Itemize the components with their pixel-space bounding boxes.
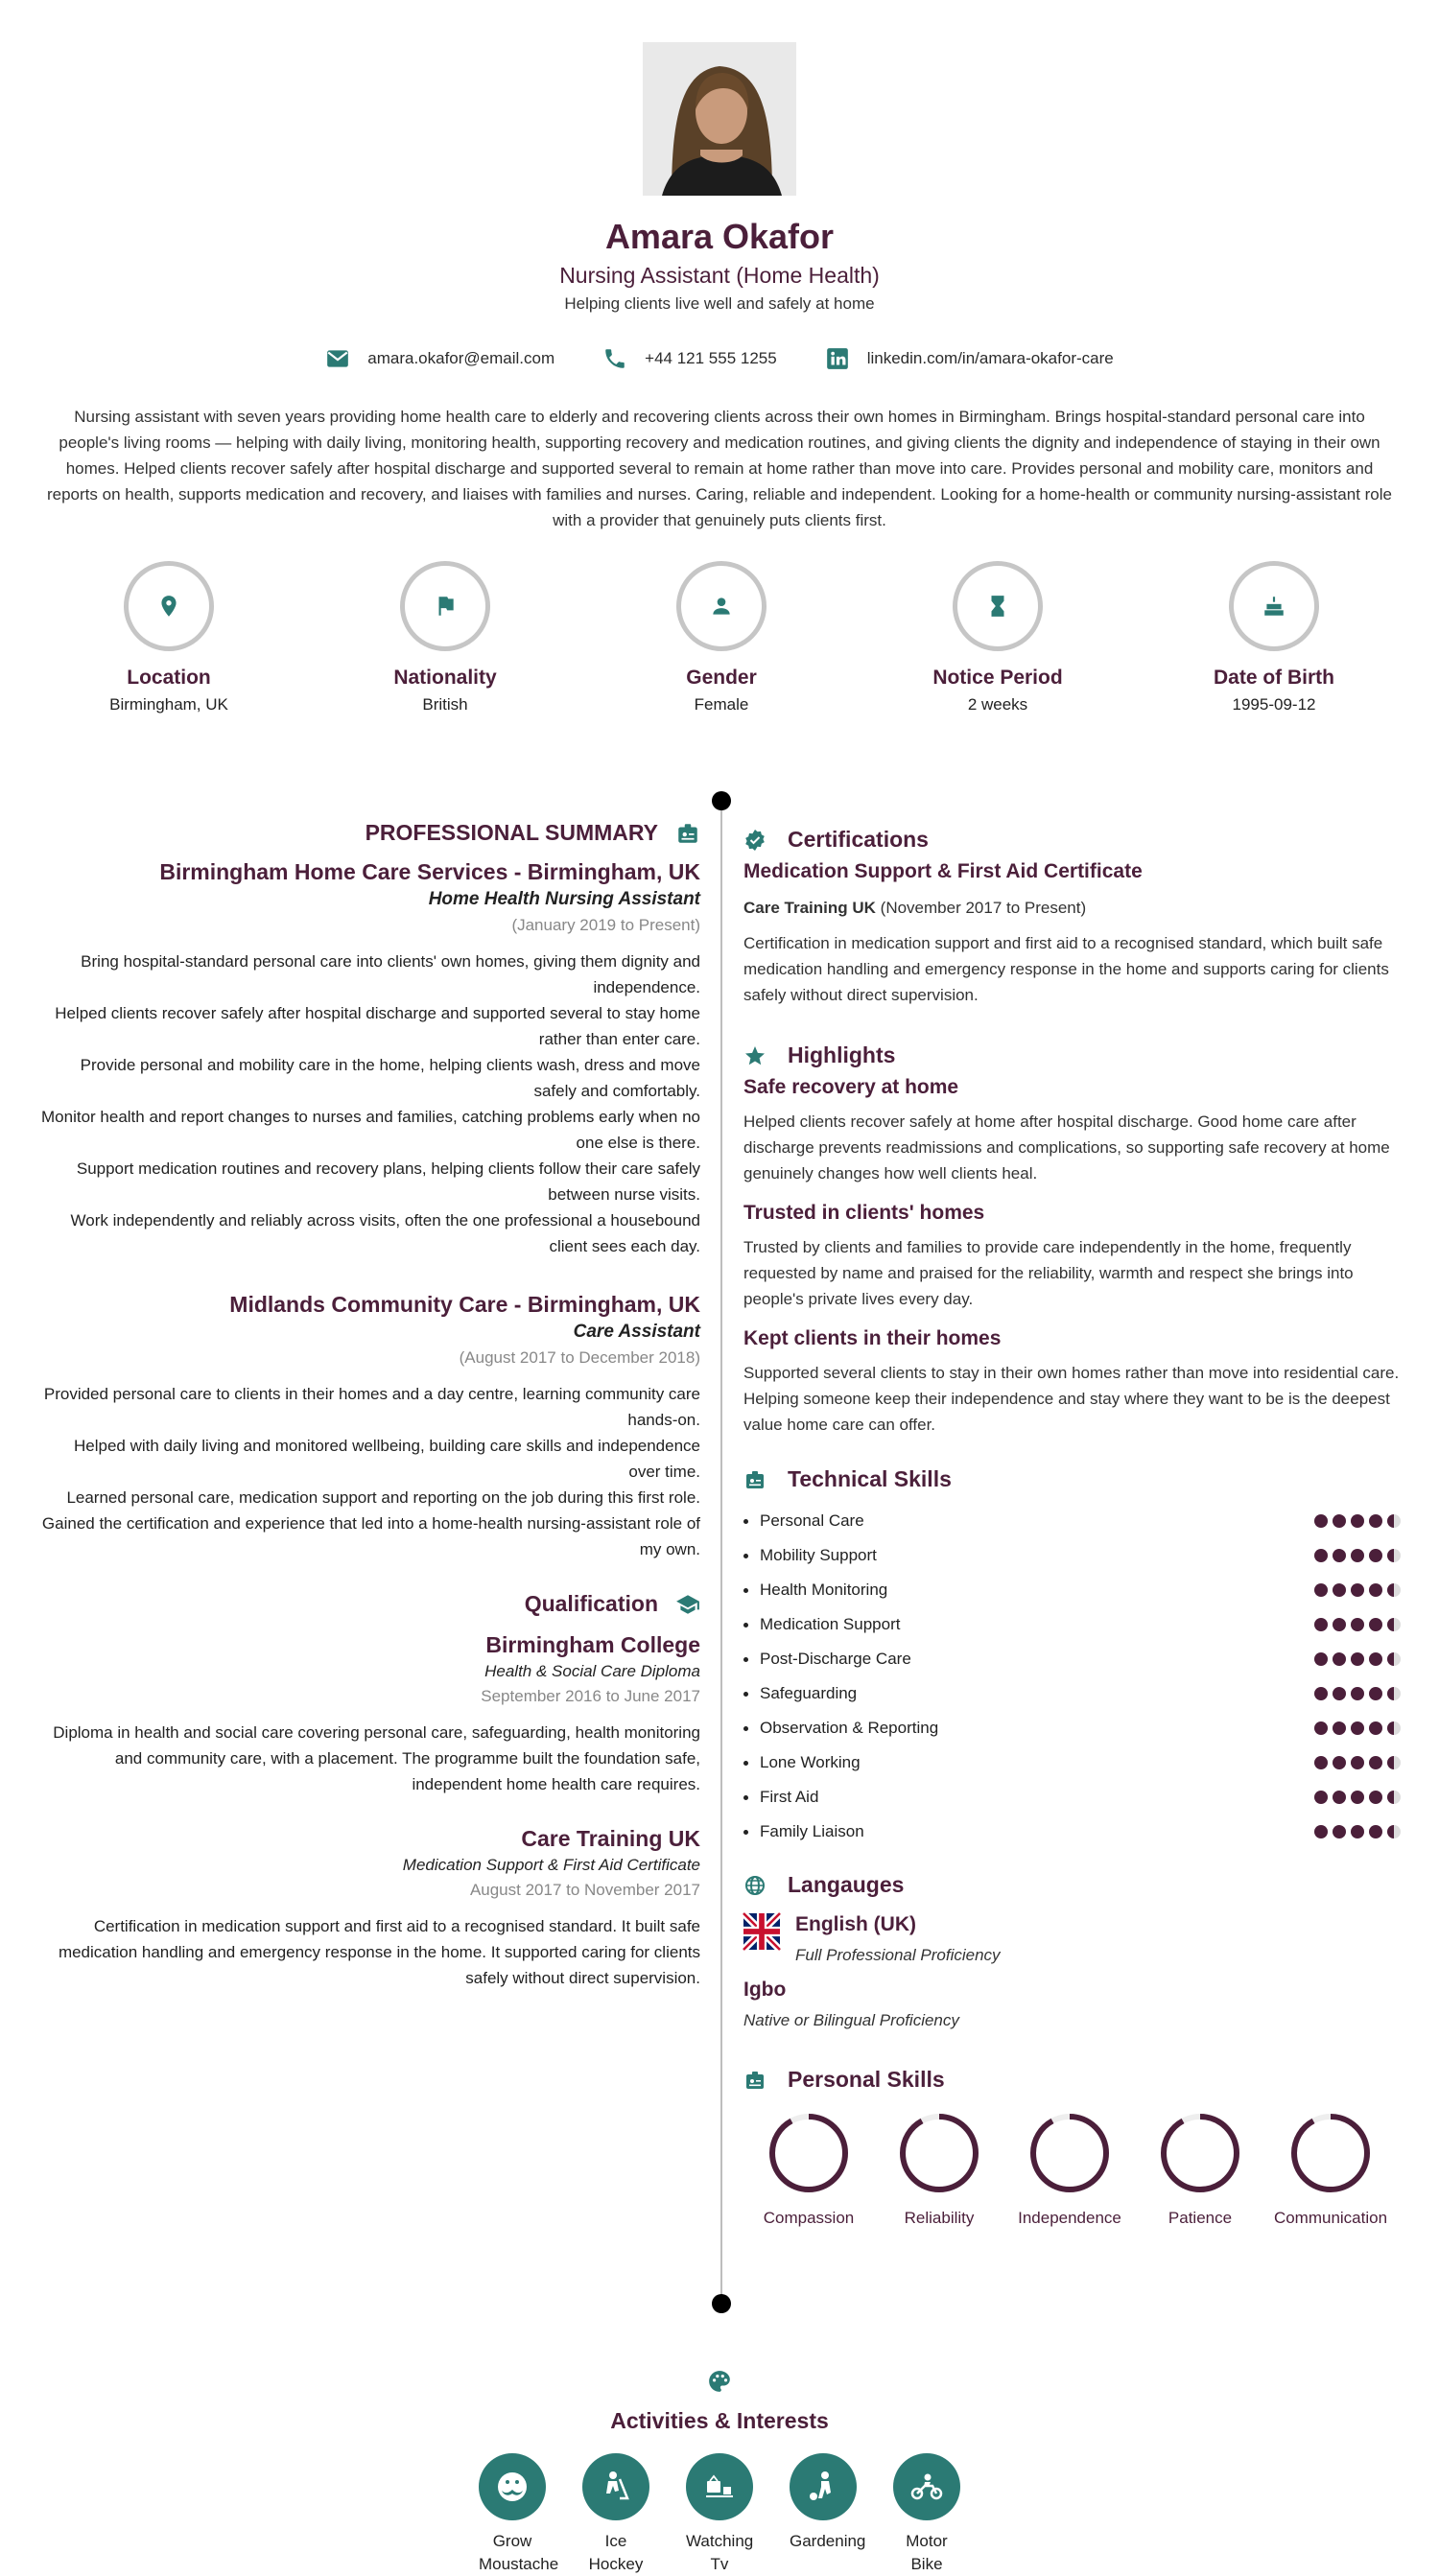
graduation-cap-icon [675, 1592, 700, 1617]
skill-rating [1314, 1618, 1401, 1631]
rating-dot [1387, 1791, 1401, 1804]
highlight-item [743, 1076, 1401, 1186]
qualification-item [38, 1632, 700, 1797]
technical-skills-list [743, 1504, 1401, 1849]
rating-dot [1314, 1721, 1328, 1735]
rating-dot [1369, 1687, 1382, 1700]
languages-heading [743, 1872, 1401, 1898]
technical-skill-name: First Aid [760, 1788, 819, 1806]
rating-dot [1387, 1687, 1401, 1700]
personal-skill-name: Reliability [904, 2209, 975, 2227]
rating-dot [1314, 1618, 1328, 1631]
rating-dot [1314, 1756, 1328, 1769]
job-bullets [38, 1381, 700, 1562]
rating-dot [1369, 1583, 1382, 1597]
activity-item [893, 2453, 960, 2576]
rating-dot [1369, 1549, 1382, 1562]
rating-dot [1369, 1514, 1382, 1528]
location-pin-icon [156, 594, 181, 619]
rating-dot [1314, 1652, 1328, 1666]
rating-dot [1351, 1756, 1364, 1769]
qualification-degree: Medication Support & First Aid Certificate [402, 1856, 700, 1874]
qualification-date: September 2016 to June 2017 [481, 1687, 700, 1705]
fact-value: Birmingham, UK [109, 695, 228, 714]
id-badge-icon [675, 821, 700, 846]
rating-dot [1333, 1721, 1346, 1735]
skill-ring [896, 2110, 982, 2196]
rating-dot [1369, 1791, 1382, 1804]
hourglass-icon [985, 594, 1010, 619]
fact-value: British [422, 695, 468, 714]
candidate-tagline: Helping clients live well and safely at home [564, 294, 875, 313]
rating-dot [1369, 1618, 1382, 1631]
fact-value: 2 weeks [967, 695, 1028, 714]
technical-skill-name: Observation & Reporting [760, 1719, 939, 1737]
skill-rating [1314, 1583, 1401, 1597]
rating-dot [1333, 1549, 1346, 1562]
language-name: Igbo [743, 1979, 787, 2001]
qualification-heading-text: Qualification [524, 1591, 658, 1616]
personal-skill-name: Independence [1018, 2209, 1121, 2227]
timeline-dot-bottom [712, 2294, 731, 2313]
activity-item [582, 2453, 649, 2576]
qualification-degree: Health & Social Care Diploma [484, 1662, 700, 1680]
job-bullet: Support medication routines and recovery plans, helping clients follow their care safely between nurse visits. [76, 1159, 700, 1204]
flag-icon [433, 594, 458, 619]
skill-rating [1314, 1514, 1401, 1528]
rating-dot [1351, 1549, 1364, 1562]
rating-dot [1314, 1583, 1328, 1597]
skill-ring [766, 2110, 852, 2196]
certification-date: (November 2017 to Present) [880, 899, 1087, 917]
timeline-divider [720, 801, 722, 2307]
technical-skill-name: Personal Care [760, 1511, 864, 1530]
rating-dot [1351, 1825, 1364, 1838]
certification-text: Certification in medication support and first aid to a recognised standard, which built safe medication handling and emergency response in the home and supports caring for clients safely without direct supervision. [743, 934, 1389, 1004]
email-icon [325, 346, 350, 371]
technical-skill-name: Mobility Support [760, 1546, 877, 1564]
rating-dot [1314, 1791, 1328, 1804]
technical-skill-name: Safeguarding [760, 1684, 858, 1702]
fact-label: Gender [686, 667, 757, 689]
personal-skills-heading [743, 2067, 1401, 2093]
activity-item [686, 2453, 753, 2576]
highlight-text: Supported several clients to stay in their own homes rather than move into residential care. Helping someone keep their independence and stay where they want to be is the deepest value home care can offer. [743, 1364, 1400, 1434]
highlight-title: Safe recovery at home [743, 1076, 959, 1098]
profile-photo [643, 42, 796, 196]
technical-skill-row [743, 1642, 1401, 1676]
rating-dot [1387, 1825, 1401, 1838]
contact-phone[interactable] [602, 346, 777, 371]
rating-dot [1333, 1756, 1346, 1769]
technical-skill-name: Health Monitoring [760, 1581, 888, 1599]
technical-skill-row [743, 1780, 1401, 1815]
activity-label: Gardening [790, 2532, 866, 2550]
fact-label: Date of Birth [1214, 667, 1334, 689]
activity-label: Motor Bike [906, 2532, 948, 2573]
left-column [38, 820, 700, 1991]
skill-ring-fill [1294, 2117, 1367, 2190]
rating-dot [1369, 1756, 1382, 1769]
languages-heading-text: Langauges [788, 1872, 905, 1897]
fact-notice-period [911, 561, 1084, 714]
personal-skill-item [1265, 2110, 1396, 2228]
technical-skill-row [743, 1745, 1401, 1780]
skill-ring [1287, 2110, 1374, 2196]
technical-skill-row [743, 1538, 1401, 1573]
contact-list [0, 346, 1439, 371]
verified-badge-icon [743, 829, 767, 852]
phone-text: +44 121 555 1255 [645, 349, 777, 367]
rating-dot [1351, 1618, 1364, 1631]
bullet-icon [743, 1519, 748, 1524]
rating-dot [1314, 1549, 1328, 1562]
experience-heading-text: PROFESSIONAL SUMMARY [365, 820, 658, 845]
globe-icon [743, 1874, 767, 1897]
cake-icon [1262, 594, 1286, 619]
job-bullet: Monitor health and report changes to nurses and families, catching problems early when no one else is there. [41, 1108, 700, 1152]
rating-dot [1387, 1514, 1401, 1528]
bullet-icon [743, 1726, 748, 1731]
palette-icon [707, 2369, 732, 2394]
skill-ring-fill [1033, 2117, 1106, 2190]
language-name: English (UK) [795, 1913, 916, 1935]
rating-dot [1387, 1756, 1401, 1769]
gardening-icon [804, 2468, 842, 2506]
rating-dot [1387, 1652, 1401, 1666]
job-date: (January 2019 to Present) [511, 916, 700, 934]
certifications-heading [743, 827, 1401, 853]
skill-rating [1314, 1687, 1401, 1700]
hockey-icon [597, 2468, 635, 2506]
qualification-school: Care Training UK [521, 1826, 700, 1851]
language-level: Native or Bilingual Proficiency [743, 2011, 959, 2029]
personal-skill-name: Communication [1273, 2209, 1388, 2227]
personal-skill-item [743, 2110, 874, 2228]
rating-dot [1351, 1721, 1364, 1735]
skill-rating [1314, 1825, 1401, 1838]
qualification-heading [38, 1591, 700, 1617]
person-icon [709, 594, 734, 619]
technical-skill-name: Post-Discharge Care [760, 1650, 911, 1668]
technical-skill-row [743, 1815, 1401, 1849]
linkedin-text: linkedin.com/in/amara-okafor-care [866, 349, 1114, 367]
rating-dot [1333, 1514, 1346, 1528]
skill-ring-fill [903, 2117, 976, 2190]
experience-item [38, 859, 700, 1259]
fact-location [83, 561, 255, 714]
right-column [743, 827, 1401, 2228]
rating-dot [1351, 1791, 1364, 1804]
rating-dot [1351, 1652, 1364, 1666]
job-title: Home Health Nursing Assistant [428, 889, 700, 909]
activity-item [479, 2453, 559, 2576]
rating-dot [1333, 1791, 1346, 1804]
language-level: Full Professional Proficiency [795, 1946, 1001, 1964]
phone-icon [602, 346, 627, 371]
rating-dot [1369, 1825, 1382, 1838]
certification-issuer: Care Training UK [743, 899, 876, 917]
highlights-heading [743, 1042, 1401, 1068]
qualification-school: Birmingham College [485, 1632, 700, 1657]
job-bullet: Provided personal care to clients in their homes and a day centre, learning community care hands-on. [43, 1385, 700, 1429]
skill-ring-fill [1164, 2117, 1237, 2190]
language-item [743, 1979, 1401, 2030]
skill-rating [1314, 1721, 1401, 1735]
fact-gender [635, 561, 808, 714]
qualification-date: August 2017 to November 2017 [469, 1881, 700, 1899]
qualification-text: Certification in medication support and first aid to a recognised standard. It built safe medication handling and emergency response in the home. It supported caring for clients safely without direct supervision. [58, 1917, 700, 1987]
highlights-heading-text: Highlights [788, 1042, 896, 1067]
qualification-text: Diploma in health and social care covering personal care, safeguarding, health monitoring and community care, with a placement. The programme built the foundation safe, independent home health care requires. [53, 1723, 700, 1793]
highlight-item [743, 1327, 1401, 1438]
rating-dot [1387, 1618, 1401, 1631]
personal-facts [83, 561, 1334, 734]
rating-dot [1369, 1721, 1382, 1735]
activity-label: Grow Moustache [479, 2532, 559, 2573]
technical-skill-row [743, 1711, 1401, 1745]
skill-rating [1314, 1652, 1401, 1666]
job-bullet: Bring hospital-standard personal care into clients' own homes, giving them dignity and independence. [81, 952, 700, 996]
job-bullet: Helped clients recover safely after hospital discharge and supported several to stay home rather than enter care. [55, 1004, 700, 1048]
candidate-name: Amara Okafor [604, 217, 835, 256]
technical-skills-heading [743, 1466, 1401, 1492]
fact-value: Female [694, 695, 749, 714]
technical-skill-row [743, 1504, 1401, 1538]
rating-dot [1369, 1652, 1382, 1666]
contact-linkedin[interactable] [825, 346, 1114, 371]
certification-title: Medication Support & First Aid Certificate [743, 860, 1143, 882]
job-bullets [38, 948, 700, 1259]
fact-label: Nationality [393, 667, 497, 689]
timeline-dot-top [712, 791, 731, 810]
personal-skill-name: Compassion [763, 2209, 855, 2227]
rating-dot [1314, 1514, 1328, 1528]
rating-dot [1387, 1583, 1401, 1597]
job-bullet: Provide personal and mobility care in the home, helping clients wash, dress and move safely and comfortably. [80, 1056, 700, 1100]
technical-skill-name: Lone Working [760, 1753, 861, 1771]
personal-skills-list [743, 2110, 1401, 2228]
job-bullet: Work independently and reliably across visits, often the one professional a housebound client sees each day. [70, 1211, 700, 1255]
skill-ring [1026, 2110, 1113, 2196]
personal-skills-heading-text: Personal Skills [788, 2067, 945, 2092]
bullet-icon [743, 1795, 748, 1800]
bullet-icon [743, 1830, 748, 1835]
rating-dot [1333, 1618, 1346, 1631]
technical-skills-heading-text: Technical Skills [788, 1466, 952, 1491]
job-company: Midlands Community Care - Birmingham, UK [229, 1292, 700, 1317]
highlight-title: Trusted in clients' homes [743, 1202, 985, 1224]
experience-heading [38, 820, 700, 846]
technical-skill-row [743, 1676, 1401, 1711]
id-badge-icon [743, 1468, 767, 1491]
rating-dot [1351, 1687, 1364, 1700]
personal-skill-item [1004, 2110, 1135, 2228]
job-bullet: Learned personal care, medication support and reporting on the job during this first role. [66, 1488, 700, 1507]
rating-dot [1314, 1825, 1328, 1838]
bullet-icon [743, 1761, 748, 1766]
bullet-icon [743, 1588, 748, 1593]
certifications-heading-text: Certifications [788, 827, 929, 852]
job-company: Birmingham Home Care Services - Birmingham, UK [159, 859, 700, 884]
qualification-item [38, 1826, 700, 1991]
highlight-item [743, 1202, 1401, 1312]
job-bullet: Helped with daily living and monitored wellbeing, building care skills and independence over time. [73, 1437, 700, 1481]
skill-ring-fill [772, 2117, 845, 2190]
fact-date-of-birth [1188, 561, 1360, 714]
email-text: amara.okafor@email.com [367, 349, 555, 367]
star-icon [743, 1044, 767, 1067]
rating-dot [1333, 1825, 1346, 1838]
id-badge-icon [743, 2069, 767, 2092]
motorbike-icon [908, 2468, 946, 2506]
fact-value: 1995-09-12 [1232, 695, 1316, 714]
candidate-role: Nursing Assistant (Home Health) [559, 263, 880, 288]
rating-dot [1351, 1514, 1364, 1528]
job-date: (August 2017 to December 2018) [459, 1348, 700, 1367]
profile-summary: Nursing assistant with seven years providing home health care to elderly and recovering clients across their own homes in Birmingham. Brings hospital-standard personal care into people's living rooms — helping with daily living, monitoring health, supporting recovery and medication routines, and giving clients the dignity and independence of staying in their own homes. Helped clients recover safely after hospital discharge and supported several to remain at home rather than move into care. Provides personal and mobility care, monitors and reports on health, supports medication and recovery, and liaises with families and nurses. Caring, reliable and independent. Looking for a home-health or community nursing-assistant role with a provider that genuinely puts clients first. [46, 408, 1392, 529]
job-bullet: Gained the certification and experience that led into a home-health nursing-assistant role of my own. [41, 1514, 700, 1558]
technical-skill-row [743, 1607, 1401, 1642]
technical-skill-row [743, 1573, 1401, 1607]
experience-item [38, 1292, 700, 1562]
tv-icon [700, 2468, 739, 2506]
rating-dot [1387, 1721, 1401, 1735]
activities-section [0, 2369, 1439, 2576]
uk-flag-icon [743, 1913, 780, 1950]
skill-rating [1314, 1549, 1401, 1562]
highlight-text: Helped clients recover safely at home after hospital discharge. Good home care after discharge prevents readmissions and complications, so supporting safe recovery at home genuinely changes how well clients heal. [743, 1112, 1390, 1183]
rating-dot [1333, 1583, 1346, 1597]
bullet-icon [743, 1657, 748, 1662]
certification-meta [743, 895, 1401, 921]
skill-ring [1157, 2110, 1243, 2196]
fact-label: Location [127, 667, 211, 689]
technical-skill-name: Family Liaison [760, 1822, 864, 1840]
fact-label: Notice Period [932, 667, 1063, 689]
bullet-icon [743, 1692, 748, 1697]
fact-nationality [359, 561, 531, 714]
linkedin-icon [825, 346, 850, 371]
moustache-icon [493, 2468, 531, 2506]
activities-list [0, 2453, 1439, 2576]
rating-dot [1333, 1687, 1346, 1700]
rating-dot [1314, 1687, 1328, 1700]
language-item [743, 1913, 1401, 1965]
job-title: Care Assistant [573, 1322, 700, 1342]
activity-item [790, 2453, 866, 2576]
activity-label: Watching Tv [686, 2532, 754, 2573]
rating-dot [1351, 1583, 1364, 1597]
technical-skill-name: Medication Support [760, 1615, 901, 1633]
activities-heading: Activities & Interests [610, 2408, 829, 2433]
contact-email[interactable] [325, 346, 554, 371]
skill-rating [1314, 1791, 1401, 1804]
activity-label: Ice Hockey [588, 2532, 644, 2573]
skill-rating [1314, 1756, 1401, 1769]
highlight-title: Kept clients in their homes [743, 1327, 1002, 1349]
bullet-icon [743, 1623, 748, 1628]
personal-skill-item [1135, 2110, 1265, 2228]
rating-dot [1387, 1549, 1401, 1562]
personal-skill-item [874, 2110, 1004, 2228]
highlight-text: Trusted by clients and families to provide care independently in the home, frequently requested by name and praised for the reliability, warmth and respect she brings into people's private lives every day. [743, 1238, 1354, 1308]
bullet-icon [743, 1554, 748, 1558]
rating-dot [1333, 1652, 1346, 1666]
personal-skill-name: Patience [1168, 2209, 1233, 2227]
